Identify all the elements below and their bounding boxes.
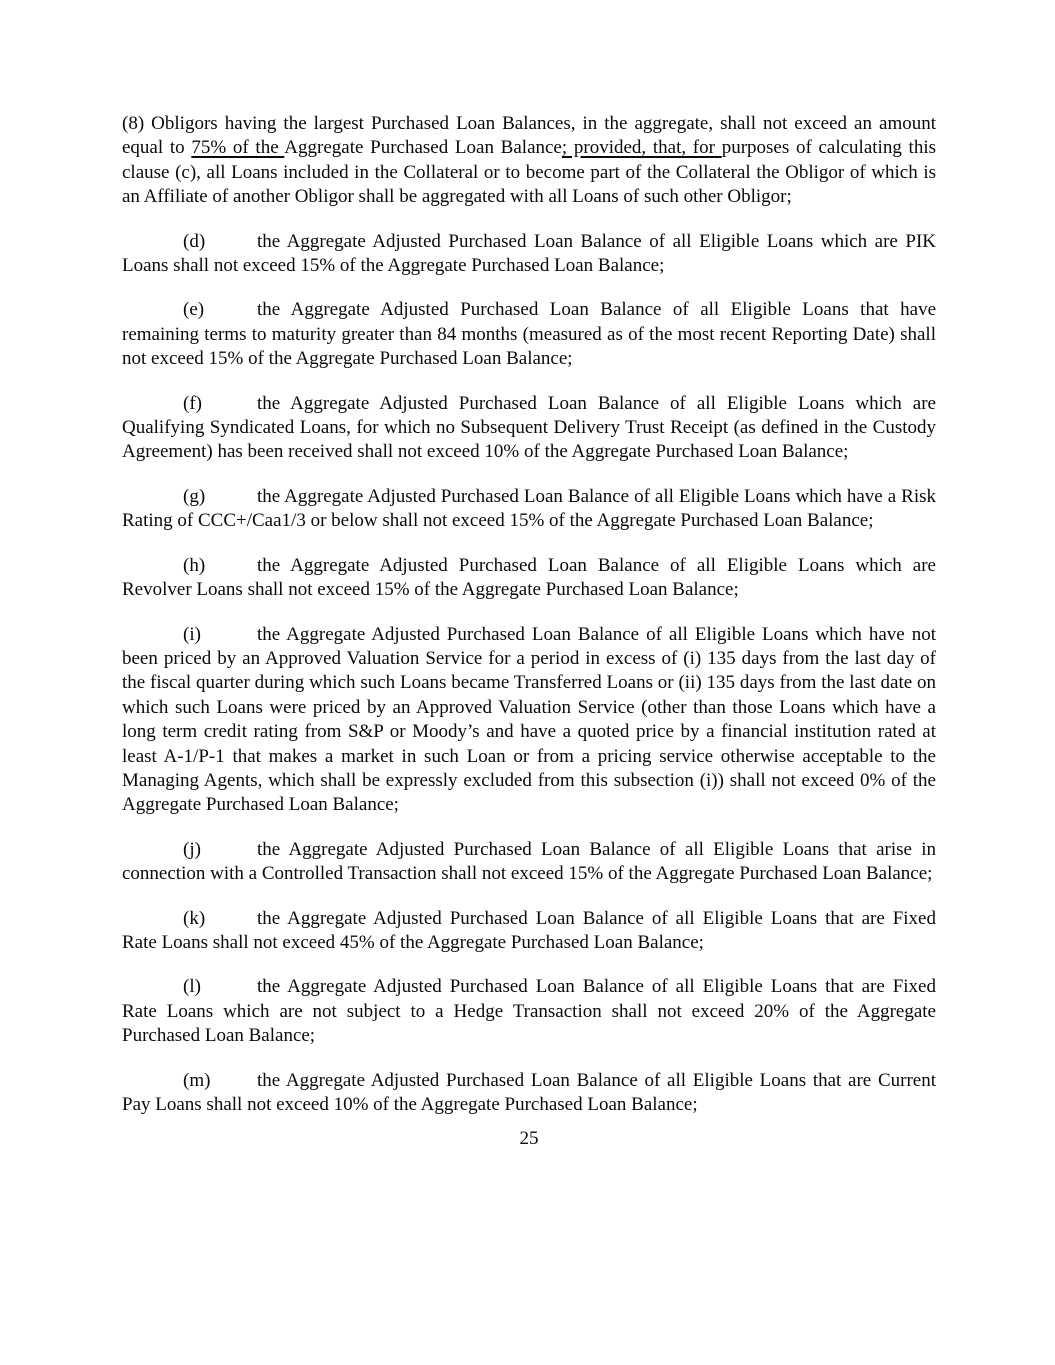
clause-l [122, 975, 936, 1048]
clause-text: the Aggregate Adjusted Purchased Loan Balance of all Eligible Loans which have not been priced by an Approved Valuation Service for a period in excess of (i) 135 days from the last day of the fiscal quarter during which such Loans became Transferred Loans or (ii) 135 days from the last date on which such Loans were priced by an Approved Valuation Service (other than those Loans which have a long term credit rating from S&P or Moody’s and have a quoted price by a financial institution rated at least A-1/P-1 that makes a market in such Loan or from a pricing service otherwise acceptable to the Managing Agents, which shall be expressly excluded from this subsection (i)) shall not exceed 0% of the Aggregate Purchased Loan Balance; [122, 623, 936, 816]
clause-label: (d) [183, 230, 206, 252]
clause-text: (8) Obligors having the largest Purchased Loan Balances, in the aggregate, shall not exceed an amount equal to [122, 113, 936, 159]
clause-text: the Aggregate Adjusted Purchased Loan Balance of all Eligible Loans that are Fixed Rate Loans which are not subject to a Hedge Transaction shall not exceed 20% of the Aggregate Purchased Loan Balance; [122, 976, 936, 1047]
clause-label: (k) [183, 907, 206, 929]
underlined-text: 75% of the [191, 137, 285, 159]
clause-label: (g) [183, 485, 206, 507]
clause-label: (j) [183, 838, 201, 860]
clause-d [122, 230, 936, 279]
clause-label: (m) [183, 1069, 211, 1091]
clause-text: Aggregate Purchased Loan Balance [284, 137, 562, 159]
document-body [122, 112, 936, 1117]
clause-j [122, 838, 936, 887]
clause-e [122, 298, 936, 371]
clause-g [122, 485, 936, 534]
clause-label: (i) [183, 623, 201, 645]
clause-8 [122, 112, 936, 210]
clause-text: the Aggregate Adjusted Purchased Loan Balance of all Eligible Loans that are Current Pay Loans shall not exceed 10% of the Aggregate Purchased Loan Balance; [122, 1069, 936, 1115]
clause-text: the Aggregate Adjusted Purchased Loan Balance of all Eligible Loans which are Qualifying Syndicated Loans, for which no Subsequent Delivery Trust Receipt (as defined in the Custody Agreement) has been received shall not exceed 10% of the Aggregate Purchased Loan Balance; [122, 392, 936, 463]
clause-text: the Aggregate Adjusted Purchased Loan Balance of all Eligible Loans that arise in connection with a Controlled Transaction shall not exceed 15% of the Aggregate Purchased Loan Balance; [122, 838, 936, 885]
clause-k [122, 907, 936, 956]
clause-label: (h) [183, 554, 206, 576]
page-number: 25 [519, 1128, 539, 1150]
clause-text: purposes of calculating this clause (c), all Loans included in the Collateral or to become part of the Collateral the Obligor of which is an Affiliate of another Obligor shall be aggregated with all Loans of such other Obligor; [122, 137, 936, 208]
clause-text: the Aggregate Adjusted Purchased Loan Balance of all Eligible Loans that have remaining terms to maturity greater than 84 months (measured as of the most recent Reporting Date) shall not exceed 15% of the Aggregate Purchased Loan Balance; [122, 299, 936, 370]
clause-label: (l) [183, 976, 201, 998]
clause-h [122, 554, 936, 603]
clause-text: the Aggregate Adjusted Purchased Loan Balance of all Eligible Loans which have a Risk Rating of CCC+/Caa1/3 or below shall not exceed 15% of the Aggregate Purchased Loan Balance; [122, 485, 936, 532]
clause-text: the Aggregate Adjusted Purchased Loan Balance of all Eligible Loans that are Fixed Rate Loans shall not exceed 45% of the Aggregate Purchased Loan Balance; [122, 907, 936, 953]
clause-f [122, 392, 936, 465]
clause-i [122, 623, 936, 818]
underlined-text: ; provided, that, for [561, 137, 722, 159]
clause-m [122, 1069, 936, 1118]
clause-text: the Aggregate Adjusted Purchased Loan Balance of all Eligible Loans which are PIK Loans shall not exceed 15% of the Aggregate Purchased Loan Balance; [122, 230, 936, 277]
clause-label: (f) [183, 392, 202, 414]
clause-text: the Aggregate Adjusted Purchased Loan Balance of all Eligible Loans which are Revolver Loans shall not exceed 15% of the Aggregate Purchased Loan Balance; [122, 554, 936, 601]
clause-label: (e) [183, 299, 205, 321]
